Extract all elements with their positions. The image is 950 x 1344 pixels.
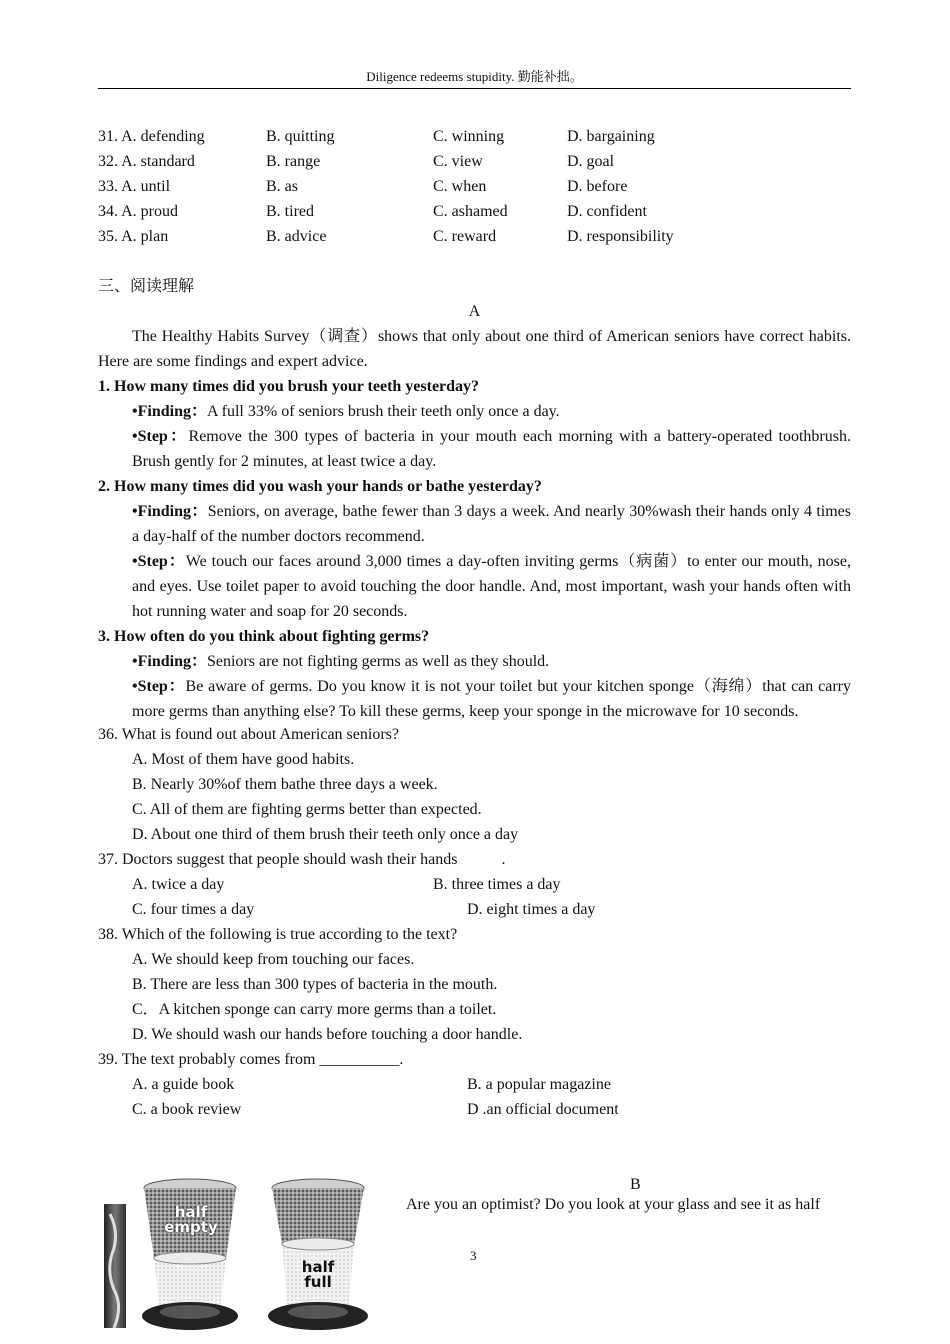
passage-a-intro: The Healthy Habits Survey（调查）shows that only about one third of American seniors have correct habits. Here are some findings and expert advice. bbox=[98, 328, 851, 370]
passage-a-label: A bbox=[468, 303, 481, 320]
option-33-d: D. before bbox=[567, 178, 628, 195]
option-33-a: 33. A. until bbox=[98, 178, 171, 195]
step-text: Remove the 300 types of bacteria in your mouth each morning with a battery-operated toothbrush. Brush gently for 2 minutes, at least twice a day. bbox=[132, 428, 851, 470]
half-full-label: half full bbox=[301, 1258, 335, 1291]
passage-b-text: Are you an optimist? Do you look at your glass and see it as half bbox=[406, 1196, 821, 1213]
q36-option-b: B. Nearly 30%of them bathe three days a week. bbox=[132, 776, 438, 793]
q1-heading: 1. How many times did you brush your teeth yesterday? bbox=[98, 378, 480, 395]
q38-option-c: C．A kitchen sponge can carry more germs than a toilet. bbox=[132, 1001, 497, 1018]
option-35-a: 35. A. plan bbox=[98, 228, 169, 245]
q39-option-a: A. a guide book bbox=[132, 1076, 235, 1093]
option-35-d: D. responsibility bbox=[567, 228, 674, 245]
option-35-b: B. advice bbox=[266, 228, 327, 245]
option-31-a: 31. A. defending bbox=[98, 128, 205, 145]
q37-stem: 37. Doctors suggest that people should wash their hands . bbox=[98, 851, 506, 868]
half-empty-label: half empty bbox=[164, 1203, 218, 1236]
step-text: Be aware of germs. Do you know it is not your toilet but your kitchen sponge（海绵）that can carry more germs than anything else? To kill these germs, keep your sponge in the microwave for 10 seconds. bbox=[132, 678, 851, 720]
q38-stem: 38. Which of the following is true according to the text? bbox=[98, 926, 458, 943]
q39-option-c: C. a book review bbox=[132, 1101, 242, 1118]
option-33-b: B. as bbox=[266, 178, 298, 195]
q36-option-c: C. All of them are fighting germs better than expected. bbox=[132, 801, 482, 818]
option-31-b: B. quitting bbox=[266, 128, 335, 145]
q39-option-b: B. a popular magazine bbox=[467, 1076, 611, 1093]
option-34-b: B. tired bbox=[266, 203, 314, 220]
q36-option-d: D. About one third of them brush their teeth only once a day bbox=[132, 826, 519, 843]
q3-step bbox=[132, 674, 851, 724]
q37-option-b: B. three times a day bbox=[433, 876, 561, 893]
finding-text: A full 33% of seniors brush their teeth only once a day. bbox=[206, 403, 560, 420]
finding-text: Seniors, on average, bathe fewer than 3 days a week. And nearly 30%wash their hands only 4 times a day-half of the number doctors recommend. bbox=[132, 503, 851, 545]
q37-option-d: D. eight times a day bbox=[467, 901, 596, 918]
q38-option-a: A. We should keep from touching our faces. bbox=[132, 951, 415, 968]
half-empty-glass bbox=[142, 1179, 238, 1330]
option-32-d: D. goal bbox=[567, 153, 615, 170]
q2-heading: 2. How many times did you wash your hands or bathe yesterday? bbox=[98, 478, 542, 495]
q3-heading: 3. How often do you think about fighting germs? bbox=[98, 628, 430, 645]
finding-text: Seniors are not fighting germs as well as they should. bbox=[206, 653, 550, 670]
option-32-b: B. range bbox=[266, 153, 321, 170]
q1-finding bbox=[132, 399, 851, 424]
q38-option-b: B. There are less than 300 types of bacteria in the mouth. bbox=[132, 976, 498, 993]
page-header: Diligence redeems stupidity. 勤能补拙。 bbox=[98, 66, 851, 89]
q39-stem: 39. The text probably comes from __________. bbox=[98, 1051, 404, 1068]
half-empty-half-full-glasses-illustration bbox=[138, 1174, 378, 1338]
section-title: 三、阅读理解 bbox=[98, 278, 195, 295]
q39-option-d: D .an official document bbox=[467, 1101, 619, 1118]
q37-option-a: A. twice a day bbox=[132, 876, 225, 893]
q3-finding bbox=[132, 649, 851, 674]
finding-label: •Finding： bbox=[132, 403, 207, 420]
step-label: •Step： bbox=[132, 428, 189, 445]
option-34-d: D. confident bbox=[567, 203, 647, 220]
page-number: 3 bbox=[470, 1248, 477, 1263]
finding-label: •Finding： bbox=[132, 653, 207, 670]
photo-strip-image bbox=[104, 1204, 126, 1328]
q2-step bbox=[132, 549, 851, 624]
q37-option-c: C. four times a day bbox=[132, 901, 255, 918]
step-text: We touch our faces around 3,000 times a day-often inviting germs（病菌）to enter our mouth, nose, and eyes. Use toilet paper to avoid touching the door handle. And, most important, wash your hands often with hot running water and soap for 20 seconds. bbox=[132, 553, 851, 620]
q36-stem: 36. What is found out about American seniors? bbox=[98, 726, 399, 743]
option-32-c: C. view bbox=[433, 153, 483, 170]
q38-option-d: D. We should wash our hands before touching a door handle. bbox=[132, 1026, 523, 1043]
q1-step bbox=[132, 424, 851, 474]
option-34-c: C. ashamed bbox=[433, 203, 508, 220]
finding-label: •Finding： bbox=[132, 503, 208, 520]
q2-finding bbox=[132, 499, 851, 549]
option-33-c: C. when bbox=[433, 178, 487, 195]
option-31-d: D. bargaining bbox=[567, 128, 655, 145]
q36-option-a: A. Most of them have good habits. bbox=[132, 751, 355, 768]
option-35-c: C. reward bbox=[433, 228, 497, 245]
option-34-a: 34. A. proud bbox=[98, 203, 178, 220]
option-32-a: 32. A. standard bbox=[98, 153, 195, 170]
option-31-c: C. winning bbox=[433, 128, 505, 145]
passage-b-label: B bbox=[630, 1176, 641, 1193]
step-label: •Step： bbox=[132, 678, 186, 695]
step-label: •Step： bbox=[132, 553, 186, 570]
half-full-glass bbox=[268, 1179, 368, 1330]
